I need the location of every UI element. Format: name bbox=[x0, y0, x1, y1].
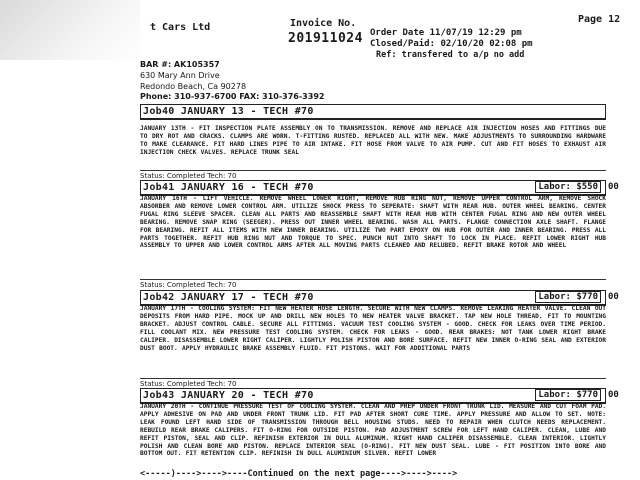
job-status: Status: Completed Tech: 70 bbox=[140, 378, 606, 388]
job-description: JANUARY 13TH - FIT INSPECTION PLATE ASSEMBLY ON TO TRANSMISSION. REMOVE AND REPLACE AIR INJECTION HOSES AND FITTINGS DUE TO DRY ROT AND CRACKS. CLAMPS ARE WORN. T-FITTING RUSTED. REPLACED ALL WITH NEW. MAKE ADJUSTMENTS TO SURROUNDING HARDWARE TO MAKE CLEARANCE. FIT HARD LINES PIPE TO AIR INTAKE. FIT HOSE FROM VALVE TO AIR PUMP. CUT AND FIT HOSES TO EXHAUST AIR INJECTION CHECK VALVES. REPLACE TRUNK SEAL bbox=[140, 125, 606, 156]
invoice-label: Invoice No. bbox=[290, 18, 357, 29]
job-title: Job41 JANUARY 16 - TECH #70 bbox=[143, 182, 314, 193]
invoice-number: 201911024 bbox=[288, 31, 363, 46]
company-name: t Cars Ltd bbox=[150, 22, 211, 33]
job-description: JANUARY 17TH - COOLING SYSTEM: FIT NEW HEATER HOSE LENGTH. SECURE WITH NEW CLAMPS. REMOVE LEAKING HEATER VALVE. CLEAN OUT DEPOSITS FROM HARD PIPE. MOCK UP AND DRILL NEW HOLES TO NEW HEATER VALVE BRACKET. TAP NEW HOLE THREAD. FIT TO MOUNTING BRACKET. ADJUST CONTROL CABLE. SECURE ALL FITTINGS. VACUUM TEST COOLING SYSTEM - GOOD. CHECK FOR LEAKS OVER TIME PERIOD. FILL COOLANT MIX. NEW PRESSURE TEST COOLING SYSTEM. CHECK FOR LEAKS - GOOD. REAR BRAKES: NOT TANK LOWER RIGHT BRAKE CALIPER. DISASSEMBLE LOWER RIGHT CALIPER. LIGHTLY POLISH PISTON AND BORE SURFACE. REFIT NEW INNER O-RING SEAL AND EXTERIOR DUST BOOT. APPLY HYDRAULIC BRAKE ASSEMBLY FLUID. FIT PISTONS. WAIT FOR ADDITIONAL PARTS bbox=[140, 305, 606, 352]
labor-cents: 00 bbox=[608, 182, 619, 192]
continued-footer: <-----)---->---->----Continued on the next page---->---->----> bbox=[140, 469, 458, 479]
closed-paid-date: Closed/Paid: 02/10/20 02:08 pm bbox=[370, 39, 533, 49]
job-description: JANUARY 16TH - LIFT VEHICLE. REMOVE WHEEL LOWER RIGHT, REMOVE HUB RING NUT, REMOVE UPPER CONTROL ARM, REMOVE SHOCK ABSORBER AND REMOVE LOWER CONTROL ARM. UTILIZE SHOCK PRESS TO SEPERATE: SHAFT WITH REAR HUB. OUTER WHEEL BEARING. CENTER FUGAL RING SLEEVE SPACER. CLEAN ALL PARTS AND REASSEMBLE SHAFT WITH REAR HUB WITH CENTER FUGAL RING AND NEW OUTER WHEEL BEARING. REMOVE SNAP RING (SEEGER). PRESS OUT INNER WHEEL BEARING. WASH ALL PARTS. FLANGE CONNECTION AXLE SHAFT. FLANGE FOR BEARING. REFIT ALL ITEMS WITH NEW INNER BEARING. UTILIZE TWO PART EPOXY ON HUB FOR OUTER AND INNER BEARING. PRESS ALL PARTS TOGETHER. REFIT HUB RING NUT AND TORQUE TO SPEC. PUNCH NUT INTO SHAFT TO LOCK IN PLACE. REFIT LOWER RIGHT HUB ASSEMBLY TO UPPER AND LOWER CONTROL ARMS AFTER ALL MOVING PARTS CLEANED AND RELUBED. REFIT BRAKE ROTOR AND WHEEL bbox=[140, 195, 606, 250]
job-header bbox=[140, 290, 606, 306]
page-number: Page 12 bbox=[578, 14, 621, 25]
phone-fax: Phone: 310-937-6700 FAX: 310-376-3392 bbox=[140, 92, 325, 102]
address-street: 630 Mary Ann Drive bbox=[140, 70, 220, 80]
labor-amount bbox=[535, 182, 601, 192]
labor-amount bbox=[535, 292, 601, 302]
bar-number: BAR #: AK105357 bbox=[140, 60, 220, 69]
job-status: Status: Completed Tech: 70 bbox=[140, 279, 606, 289]
job-status: Status: Completed Tech: 70 bbox=[140, 170, 606, 180]
labor-value: Labor: $770 bbox=[535, 291, 601, 303]
order-dates bbox=[370, 28, 533, 50]
reference-note: Ref: transfered to a/p no add bbox=[376, 50, 525, 60]
order-date: Order Date 11/07/19 12:29 pm bbox=[370, 28, 522, 38]
job-header bbox=[140, 388, 606, 404]
job-title: Job42 JANUARY 17 - TECH #70 bbox=[143, 292, 314, 303]
labor-value: Labor: $770 bbox=[535, 389, 601, 401]
customer-address bbox=[140, 60, 324, 103]
labor-cents: 00 bbox=[608, 292, 619, 302]
job-description: JANUARY 20TH - CONTINUE PRESSURE TEST OF COOLING SYSTEM. CLEAN AND PREP UNDER FRONT TRUNK LID. MEASURE AND CUT FOAM PAD. APPLY ADHESIVE ON PAD AND UNDER FRONT TRUNK LID. FIT PAD AFTER SHORT CURE TIME. APPLY PRESSURE AND ALLOW TO SET. NOTE: LEAK FOUND LEFT HAND SIDE OF TRANSMISSION THROUGH BELL HOUSING STUDS. NEED TO REPAIR WHEN CLUTCH NEEDS REPLACEMENT. REBUILD REAR BRAKE CALIPERS. FIT O-RING FOR OUTSIDE PISTON. PAD ADJUSTMENT SCREW FOR LEFT HAND CALIPER. CLEAN, LUBE AND REFIT PISTON, SEAL AND CLIP. REFINISH EXTERIOR IN DULL ALUMINUM. RIGHT HAND CALIPER DISASSEMBLE. CLEAN INTERIOR. LIGHTLY POLISH AND CLEAN BORE AND PISTON. REPLACE INTERIOR SEAL (O-RING). FIT NEW DUST SEAL. LUBE - FIT POSITION INTO BORE AND BOTTOM OUT. FIT RETENTION CLIP. REFINISH IN DULL ALUMINIUM SILVER. REFIT LOWER bbox=[140, 403, 606, 458]
scan-shadow bbox=[0, 0, 140, 60]
address-city: Redondo Beach, Ca 90278 bbox=[140, 81, 247, 91]
labor-value: Labor: $550 bbox=[535, 181, 601, 193]
job-title: Job40 JANUARY 13 - TECH #70 bbox=[143, 106, 314, 117]
job-header bbox=[140, 104, 606, 120]
labor-cents: 00 bbox=[608, 390, 619, 400]
job-header bbox=[140, 180, 606, 196]
labor-amount bbox=[535, 390, 601, 400]
job-title: Job43 JANUARY 20 - TECH #70 bbox=[143, 390, 314, 401]
